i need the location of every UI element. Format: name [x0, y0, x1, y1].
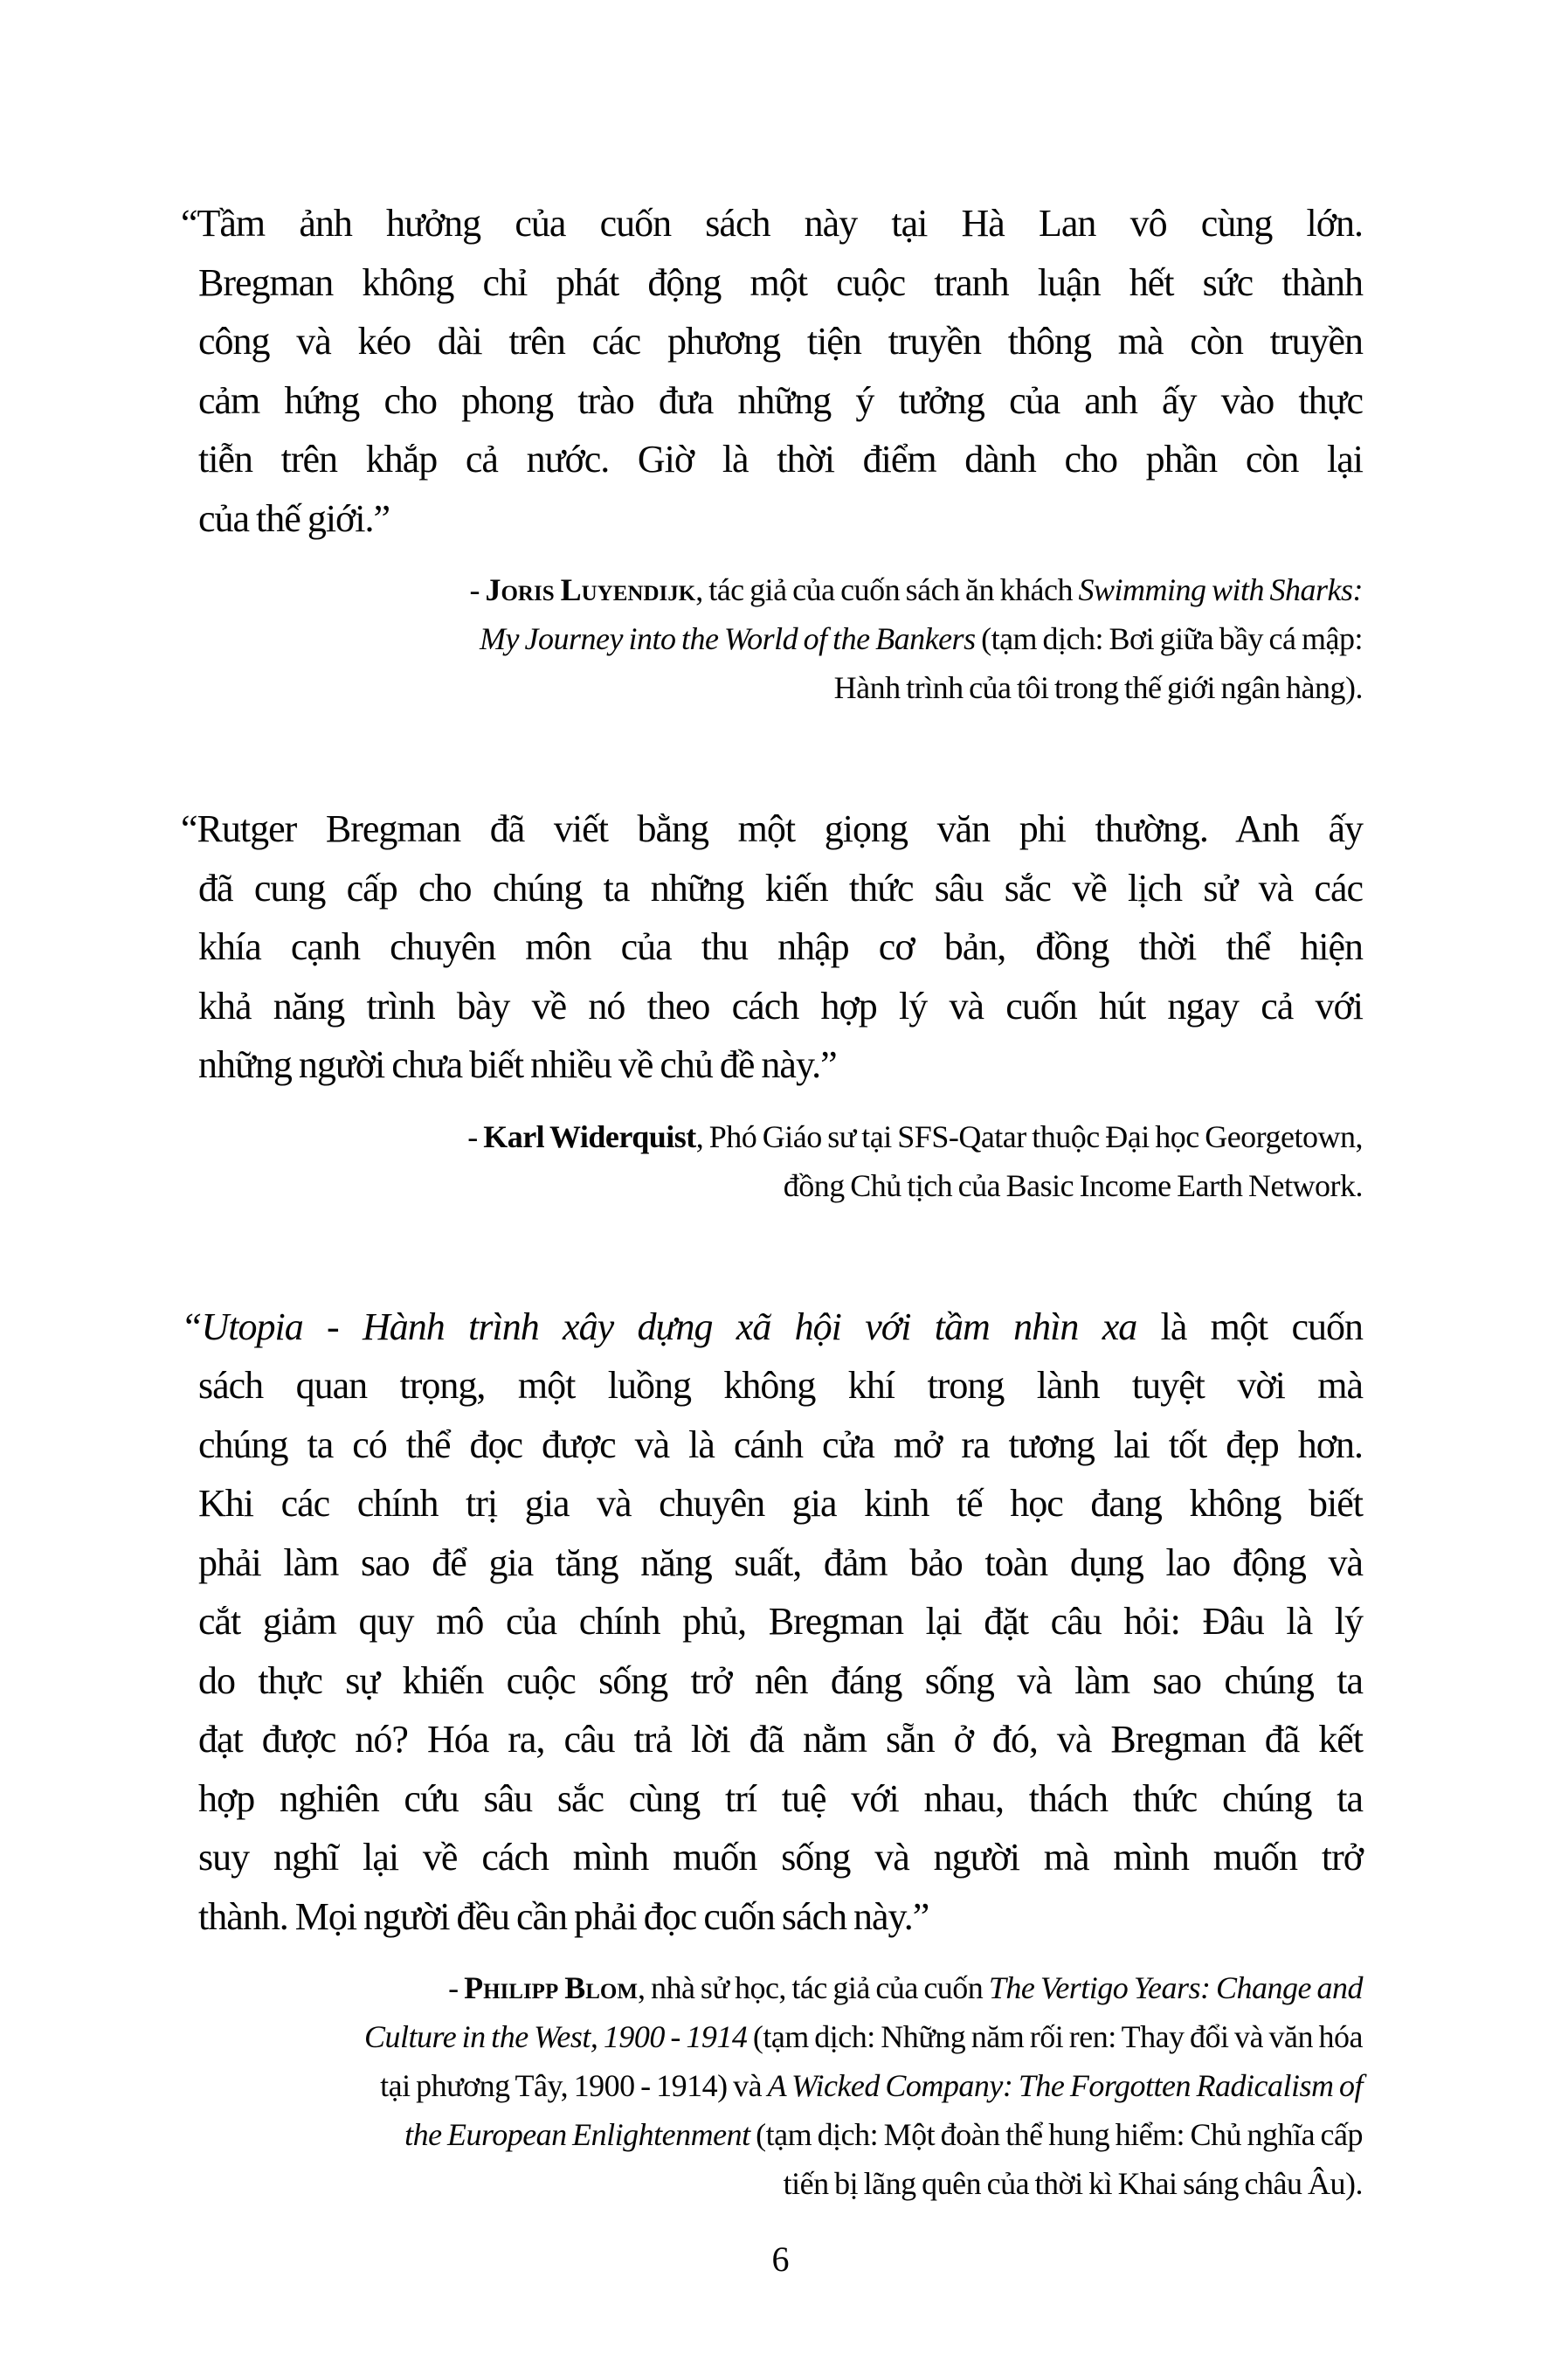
text-run: của thế giới.” — [198, 496, 390, 540]
text-run: - — [469, 572, 486, 607]
text-line — [198, 859, 1363, 918]
text-line — [198, 977, 1363, 1036]
text-run: đạt được nó? Hóa ra, câu trả lời đã nằm sẵn ở đó, và Bregman đã kết — [198, 1718, 1363, 1761]
text-line — [198, 614, 1363, 663]
text-line — [181, 1298, 1364, 1357]
text-line — [198, 1651, 1363, 1711]
text-line — [198, 489, 1363, 549]
text-run: cảm hứng cho phong trào đưa những ý tưởng của anh ấy vào thực — [198, 378, 1363, 422]
text-line — [198, 1415, 1363, 1475]
quote-attribution — [198, 565, 1363, 712]
text-line — [198, 1533, 1363, 1593]
text-line — [198, 1161, 1363, 1210]
quote-block-joris-luyendijk — [181, 194, 1363, 712]
text-line — [198, 371, 1363, 431]
page-content — [181, 0, 1364, 2281]
quote-attribution — [198, 1963, 1363, 2208]
text-line — [198, 2012, 1363, 2061]
text-run: A Wicked Company: The Forgotten Radicalism of — [767, 2068, 1363, 2103]
text-run: tiến bị lãng quên của thời kì Khai sáng châu Âu). — [783, 2166, 1363, 2201]
text-run: đồng Chủ tịch của Basic Income Earth Network. — [783, 1167, 1363, 1203]
text-run: công và kéo dài trên các phương tiện truyền thông mà còn truyền — [198, 320, 1363, 363]
text-run: Culture in the West, 1900 - 1914 — [364, 2019, 748, 2054]
text-line — [198, 1356, 1363, 1415]
text-run: là một cuốn — [1136, 1305, 1364, 1348]
quote-body — [181, 194, 1363, 548]
text-line — [198, 312, 1363, 371]
text-run: “Rutger Bregman đã viết bằng một giọng văn phi thường. Anh ấy — [181, 807, 1363, 850]
text-run: thành. Mọi người đều cần phải đọc cuốn sách này.” — [198, 1894, 929, 1938]
text-line — [198, 1887, 1363, 1947]
text-line — [198, 2061, 1363, 2110]
text-run: sách quan trọng, một luồng không khí trong lành tuyệt vời mà — [198, 1364, 1363, 1407]
text-run: đã cung cấp cho chúng ta những kiến thức sâu sắc về lịch sử và các — [198, 866, 1363, 910]
text-run: khả năng trình bày về nó theo cách hợp lý và cuốn hút ngay cả với — [198, 984, 1363, 1028]
text-line — [198, 253, 1363, 313]
quote-block-philipp-blom — [181, 1298, 1364, 2209]
text-line — [198, 1963, 1363, 2012]
text-line — [198, 1710, 1363, 1769]
text-run: chúng ta có thể đọc được và là cánh cửa mở ra tương lai tốt đẹp hơn. — [198, 1422, 1363, 1466]
text-run: suy nghĩ lại về cách mình muốn sống và người mà mình muốn trở — [198, 1836, 1363, 1879]
text-run: (tạm dịch: Một đoàn thể hung hiểm: Chủ nghĩa cấp — [749, 2117, 1363, 2152]
text-run: Philipp Blom — [464, 1970, 638, 2005]
text-run: - — [448, 1970, 465, 2005]
text-run: The Vertigo Years: Change and — [988, 1970, 1363, 2005]
text-line — [198, 917, 1363, 977]
text-run: “Utopia - Hành trình xây dựng xã hội với tầm nhìn xa — [181, 1305, 1137, 1348]
text-run: phải làm sao để gia tăng năng suất, đảm bảo toàn dụng lao động và — [198, 1540, 1363, 1584]
text-line — [198, 1474, 1363, 1533]
text-run: những người chưa biết nhiều về chủ đề này.” — [198, 1043, 837, 1086]
text-run: (tạm dịch: Những năm rối ren: Thay đổi và văn hóa — [747, 2019, 1363, 2054]
text-line — [198, 2110, 1363, 2159]
text-run: the European Enlightenment — [404, 2117, 750, 2152]
text-run: Karl Widerquist — [483, 1118, 696, 1154]
text-run: khía cạnh chuyên môn của thu nhập cơ bản, đồng thời thể hiện — [198, 925, 1363, 968]
text-run: Khi các chính trị gia và chuyên gia kinh tế học đang không biết — [198, 1482, 1363, 1525]
text-run: Swimming with Sharks: — [1078, 572, 1363, 607]
text-run: do thực sự khiến cuộc sống trở nên đáng sống và làm sao chúng ta — [198, 1658, 1363, 1702]
text-line — [198, 1828, 1363, 1887]
text-run: cắt giảm quy mô của chính phủ, Bregman lại đặt câu hỏi: Đâu là lý — [198, 1600, 1363, 1643]
text-run: My Journey into the World of the Bankers — [480, 621, 976, 656]
text-line — [181, 799, 1363, 859]
text-line — [198, 663, 1363, 712]
text-run: “Tầm ảnh hưởng của cuốn sách này tại Hà Lan vô cùng lớn. — [181, 202, 1363, 245]
text-run: Joris Luyendijk — [485, 572, 696, 607]
page-number: 6 — [771, 2239, 790, 2279]
text-run: tiễn trên khắp cả nước. Giờ là thời điểm dành cho phần còn lại — [198, 438, 1363, 481]
text-run: Hành trình của tôi trong thế giới ngân hàng). — [833, 670, 1363, 705]
text-run: hợp nghiên cứu sâu sắc cùng trí tuệ với nhau, thách thức chúng ta — [198, 1776, 1363, 1820]
text-run: tại phương Tây, 1900 - 1914) và — [380, 2068, 768, 2103]
text-line — [198, 1035, 1363, 1095]
quote-attribution — [198, 1112, 1363, 1210]
text-line — [198, 1112, 1363, 1161]
text-run: , tác giả của cuốn sách ăn khách — [695, 572, 1079, 607]
quote-block-karl-widerquist — [181, 799, 1363, 1210]
text-run: , Phó Giáo sư tại SFS-Qatar thuộc Đại học Georgetown, — [695, 1118, 1363, 1154]
text-run: Bregman không chỉ phát động một cuộc tranh luận hết sức thành — [198, 260, 1363, 304]
text-line — [181, 194, 1363, 253]
text-run: - — [467, 1118, 484, 1154]
quote-body — [181, 799, 1363, 1095]
text-run: (tạm dịch: Bơi giữa bầy cá mập: — [975, 621, 1363, 656]
text-line — [198, 2159, 1363, 2208]
quote-body — [181, 1298, 1364, 1947]
text-line — [198, 565, 1363, 614]
text-line — [198, 430, 1363, 489]
text-line — [198, 1592, 1363, 1651]
text-run: , nhà sử học, tác giả của cuốn — [637, 1970, 989, 2005]
text-line — [198, 1769, 1363, 1829]
